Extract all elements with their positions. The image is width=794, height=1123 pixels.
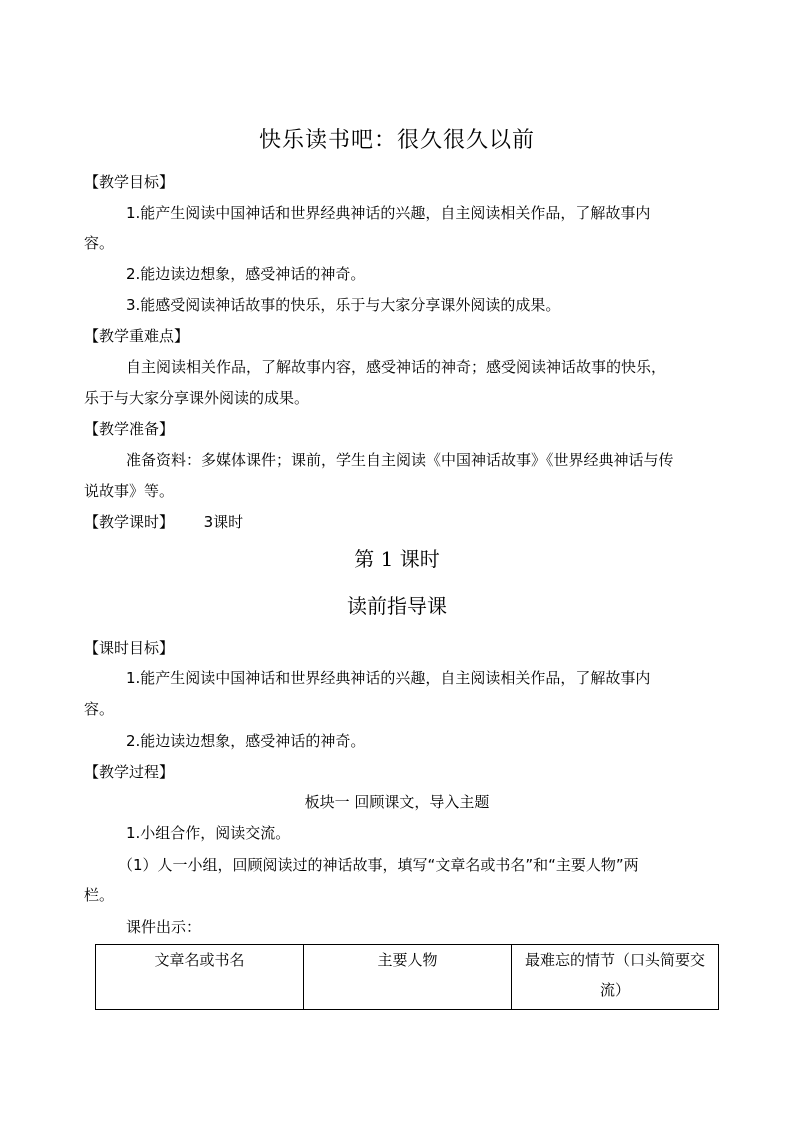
lesson-goals-heading: 【课时目标】	[84, 639, 175, 657]
table-header-cell: 文章名或书名	[96, 945, 304, 1010]
preparation-text: 准备资料：多媒体课件；课前，学生自主阅读《中国神话故事》《世界经典神话与传	[126, 451, 674, 469]
reading-table	[95, 944, 719, 1010]
lesson-goal-1: 1.能产生阅读中国神话和世界经典神话的兴趣，自主阅读相关作品，了解故事内	[126, 669, 651, 687]
lesson-goal-2: 2.能边读边想象，感受神话的神奇。	[126, 732, 366, 750]
key-points-text: 自主阅读相关作品，了解故事内容，感受神话的神奇；感受阅读神话故事的快乐，	[126, 358, 667, 376]
courseware-label: 课件出示：	[126, 918, 202, 936]
class-hours-heading: 【教学课时】	[84, 513, 175, 531]
table-header-row	[96, 945, 719, 1010]
teaching-goal-3: 3.能感受阅读神话故事的快乐，乐于与大家分享课外阅读的成果。	[126, 296, 561, 314]
process-heading: 【教学过程】	[84, 763, 175, 781]
teaching-goals-heading: 【教学目标】	[84, 173, 175, 191]
lesson-number: 第 1 课时	[354, 547, 440, 571]
lesson-name: 读前指导课	[347, 594, 447, 618]
lesson-goal-1-cont: 容。	[84, 700, 115, 718]
table-header-cell: 最难忘的情节（口头简要交流）	[512, 945, 719, 1010]
teaching-goal-1-cont: 容。	[84, 234, 115, 252]
teaching-goal-1: 1.能产生阅读中国神话和世界经典神话的兴趣，自主阅读相关作品，了解故事内	[126, 204, 651, 222]
step-1: 1.小组合作，阅读交流。	[126, 824, 291, 842]
block-title: 板块一 回顾课文，导入主题	[304, 793, 490, 811]
step-1-1: （1）人一小组，回顾阅读过的神话故事，填写“文章名或书名”和“主要人物”两	[118, 856, 639, 874]
key-points-text-cont: 乐于与大家分享课外阅读的成果。	[84, 389, 310, 407]
document-title: 快乐读书吧：很久很久以前	[258, 128, 535, 153]
preparation-text-cont: 说故事》等。	[84, 482, 175, 500]
key-points-heading: 【教学重难点】	[84, 327, 190, 345]
class-hours-value: 3课时	[203, 513, 244, 531]
teaching-goal-2: 2.能边读边想象，感受神话的神奇。	[126, 265, 366, 283]
preparation-heading: 【教学准备】	[84, 420, 175, 438]
step-1-1-cont: 栏。	[84, 886, 115, 904]
class-hours-row	[84, 512, 243, 532]
table-header-cell: 主要人物	[304, 945, 512, 1010]
